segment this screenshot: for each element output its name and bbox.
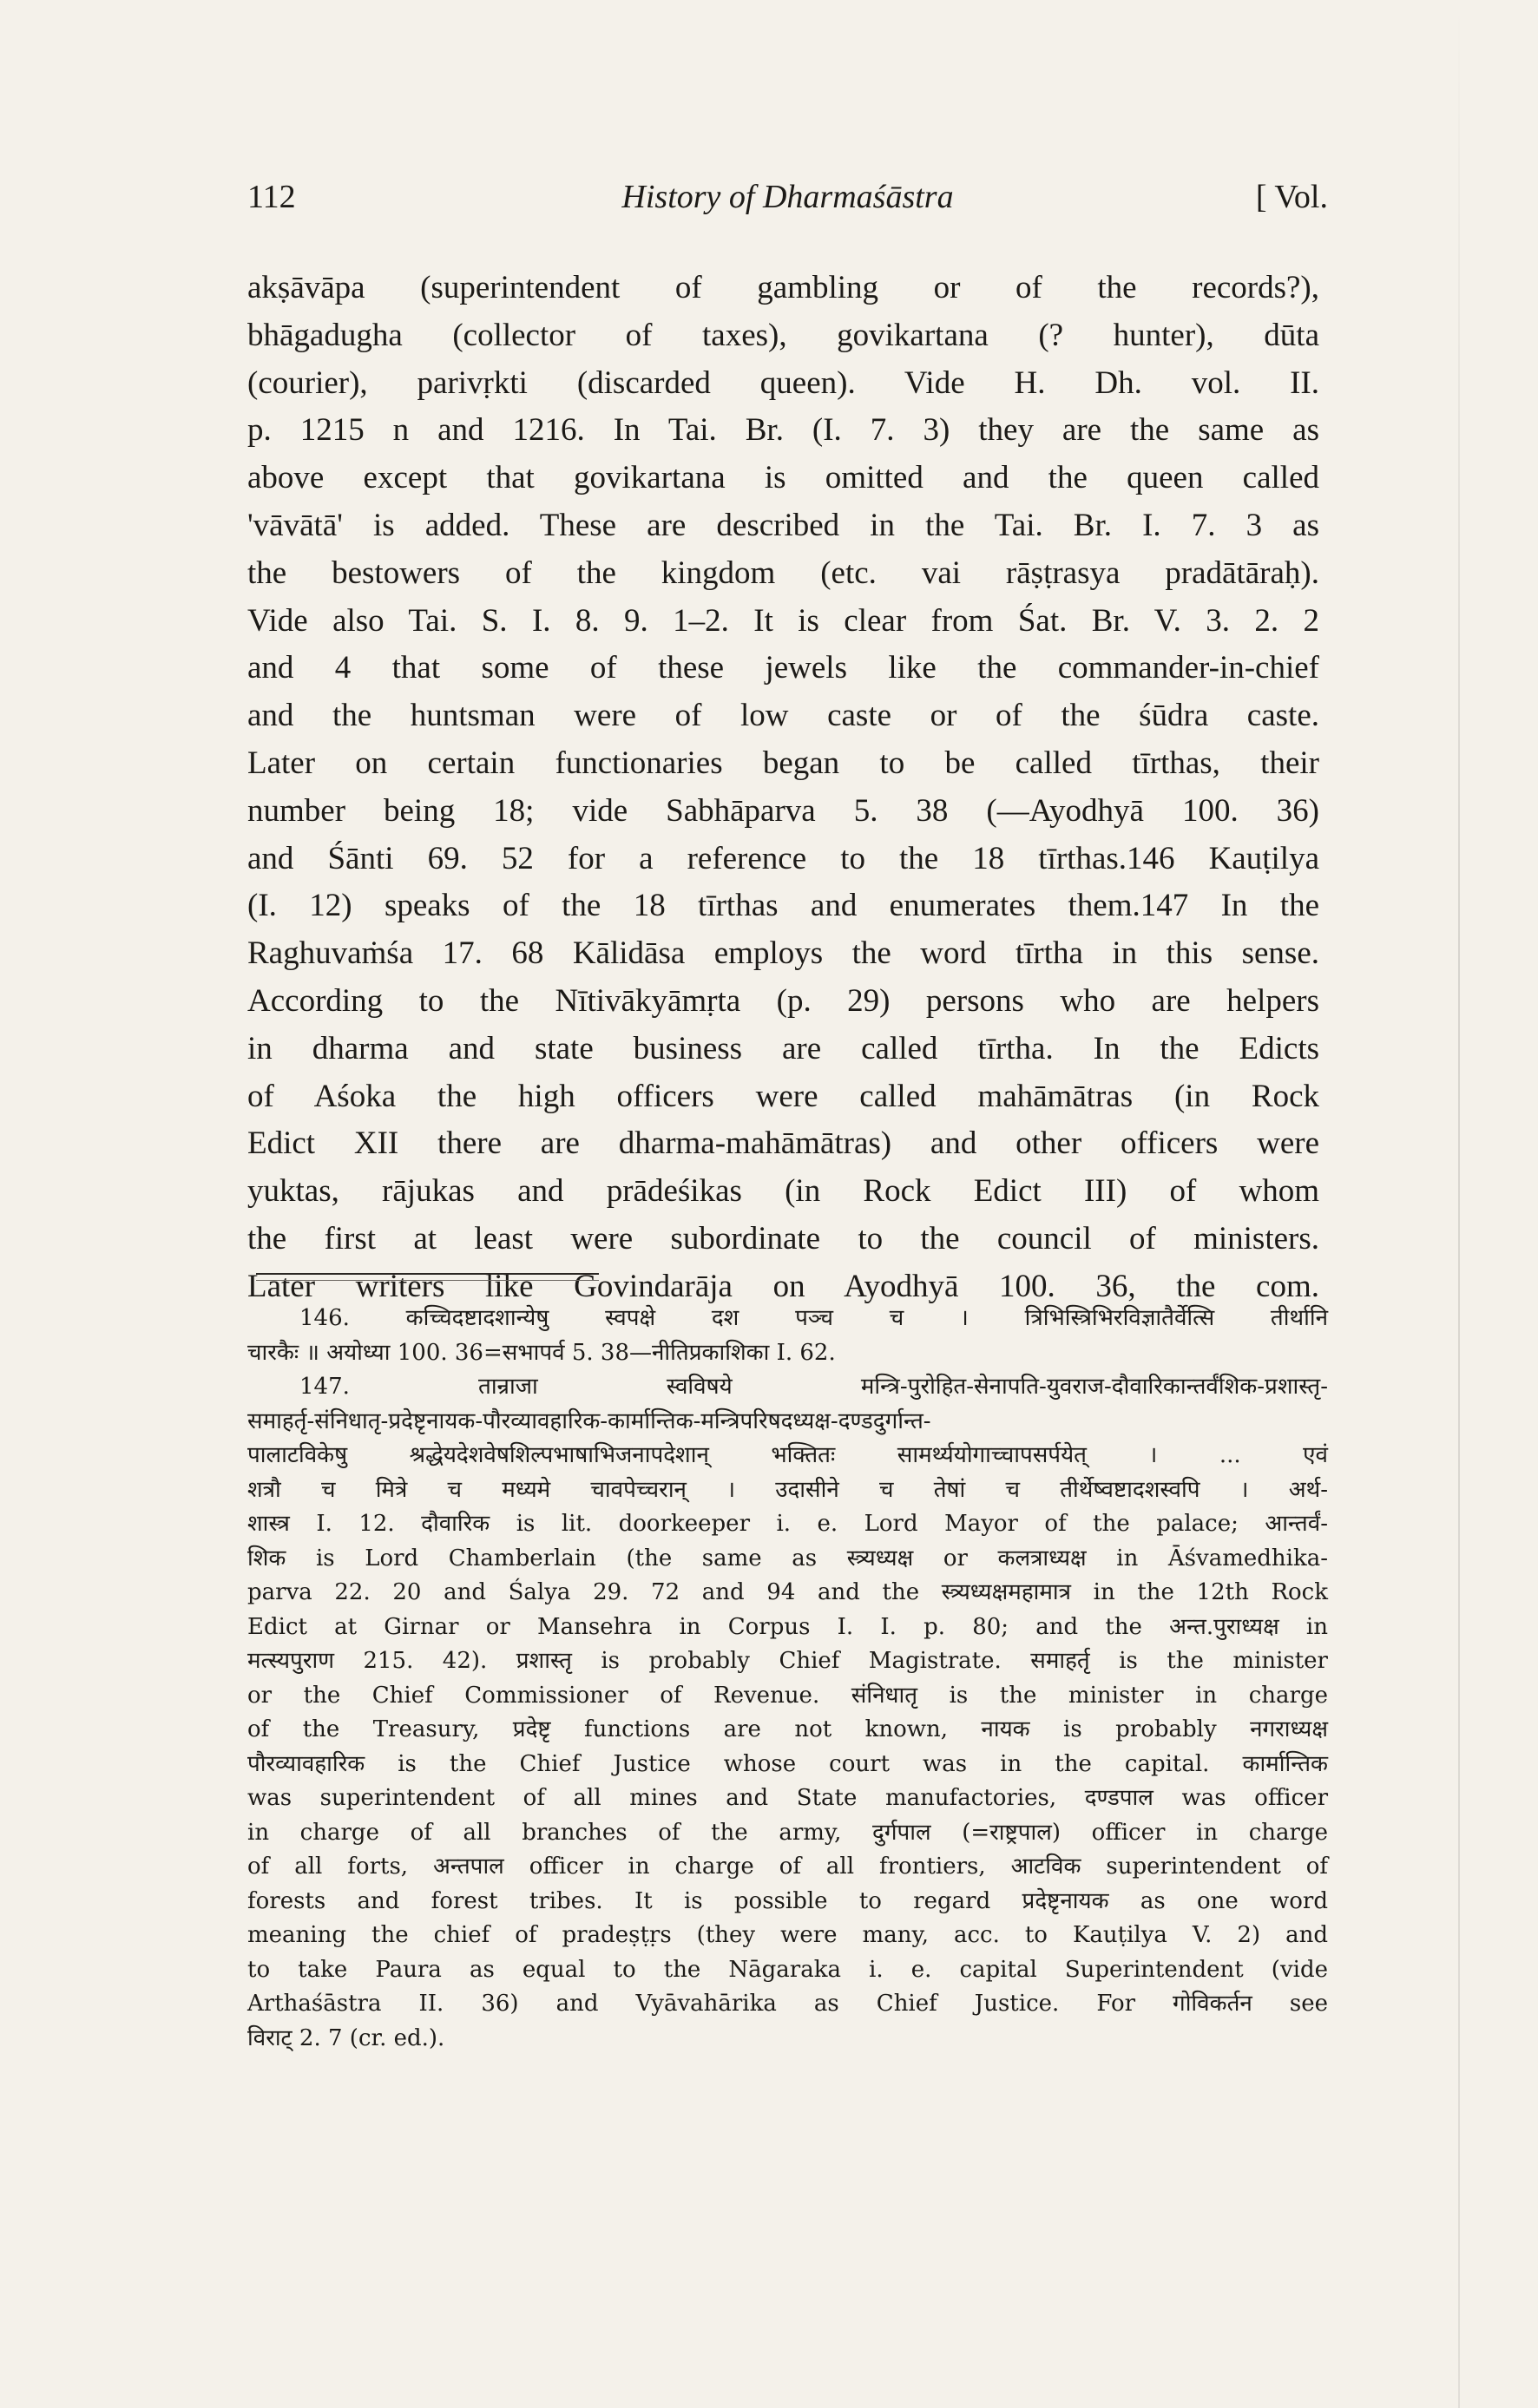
footnote-rule <box>256 1273 599 1281</box>
text-line: (courier), parivṛkti (discarded queen). Vide H. Dh. vol. II. <box>247 364 1319 401</box>
text-line: the bestowers of the kingdom (etc. vai rāṣṭrasya pradātāraḥ). <box>247 554 1319 591</box>
footnote-line: 147. तान्राजा स्वविषये मन्त्रि-पुरोहित-सेनापति-युवराज-दौवारिकान्तर्वंशिक-प्रशास्तृ- <box>299 1374 1328 1400</box>
footnote-line: शिक is Lord Chamberlain (the same as स्त्र्यध्यक्ष or कलत्राध्यक्ष in Āśvamedhika- <box>247 1545 1328 1571</box>
footnote-line: Arthaśāstra II. 36) and Vyāvahārika as Chief Justice. For गोविकर्तन see <box>247 1991 1328 2017</box>
footnote-line: meaning the chief of pradeṣṭṛs (they were many, acc. to Kauṭilya V. 2) and <box>247 1922 1328 1948</box>
text-line: in dharma and state business are called tīrtha. In the Edicts <box>247 1030 1319 1066</box>
footnote-line: शास्त्र I. 12. दौवारिक is lit. doorkeeper i. e. Lord Mayor of the palace; आन्तर्वं- <box>247 1511 1328 1537</box>
text-line: bhāgadugha (collector of taxes), govikartana (? hunter), dūta <box>247 317 1319 353</box>
text-line: Later on certain functionaries began to be called tīrthas, their <box>247 745 1319 781</box>
footnote-line: forests and forest tribes. It is possible to regard प्रदेष्टृनायक as one word <box>247 1887 1328 1914</box>
footnote-line: in charge of all branches of the army, दुर्गपाल (=राष्ट्रपाल) officer in charge <box>247 1819 1328 1846</box>
footnote-line: parva 22. 20 and Śalya 29. 72 and 94 and the स्त्र्यध्यक्षमहामात्र in the 12th Rock <box>247 1579 1328 1605</box>
footnote-line: विराट् 2. 7 (cr. ed.). <box>247 2024 445 2051</box>
footnote-line: Edict at Girnar or Mansehra in Corpus I. I. p. 80; and the अन्त.पुराध्यक्ष in <box>247 1613 1328 1640</box>
text-line: Vide also Tai. S. I. 8. 9. 1–2. It is clear from Śat. Br. V. 3. 2. 2 <box>247 602 1319 639</box>
footnote-line: or the Chief Commissioner of Revenue. संनिधातृ is the minister in charge <box>247 1682 1328 1709</box>
text-line: Later writers like Govindarāja on Ayodhyā 100. 36, the com. <box>247 1268 1319 1304</box>
text-line: of Aśoka the high officers were called mahāmātras (in Rock <box>247 1078 1319 1114</box>
text-line: (I. 12) speaks of the 18 tīrthas and enumerates them.147 In the <box>247 888 1319 924</box>
running-title: History of Dharmaśāstra <box>621 179 954 215</box>
footnote-line: पौरव्यावहारिक is the Chief Justice whose court was in the capital. कार्मान्तिक <box>247 1750 1328 1777</box>
running-header <box>247 178 1328 230</box>
footnote-line: चारकैः ॥ अयोध्या 100. 36=सभापर्व 5. 38—नीतिप्रकाशिका I. 62. <box>247 1339 836 1366</box>
footnotes <box>247 1302 1328 2056</box>
main-text <box>247 265 1319 1311</box>
footnote-line: समाहर्तृ-संनिधातृ-प्रदेष्टृनायक-पौरव्यावहारिक-कार्मान्तिक-मन्त्रिपरिषदध्यक्ष-दण्डदुर्गान्त- <box>247 1407 931 1434</box>
footnote-line: 146. कच्चिदष्टादशान्येषु स्वपक्षे दश पञ्च च । त्रिभिस्त्रिभिरविज्ञातैर्वेत्सि तीर्थानि <box>299 1305 1328 1331</box>
text-line: According to the Nītivākyāmṛta (p. 29) persons who are helpers <box>247 982 1319 1019</box>
text-line: Edict XII there are dharma-mahāmātras) and other officers were <box>247 1125 1319 1162</box>
text-line: number being 18; vide Sabhāparva 5. 38 (—Ayodhyā 100. 36) <box>247 792 1319 829</box>
footnote-line: पालाटविकेषु श्रद्धेयदेशवेषशिल्पभाषाभिजनापदेशान् भक्तितः सामर्थ्ययोगाच्चापसर्पयेत् । ... एवं <box>247 1442 1328 1468</box>
footnote-line: मत्स्यपुराण 215. 42). प्रशास्तृ is probably Chief Magistrate. समाहर्तृ is the minister <box>247 1648 1328 1674</box>
text-line: 'vāvātā' is added. These are described in the Tai. Br. I. 7. 3 as <box>247 507 1319 543</box>
volume-label: [ Vol. <box>1255 179 1328 215</box>
footnote-line: to take Paura as equal to the Nāgaraka i. e. capital Superintendent (vide <box>247 1956 1328 1983</box>
page-edge-mark <box>1458 0 1460 2408</box>
text-line: akṣāvāpa (superintendent of gambling or of the records?), <box>247 270 1319 305</box>
text-line: and Śānti 69. 52 for a reference to the 18 tīrthas.146 Kauṭilya <box>247 840 1319 876</box>
text-line: yuktas, rājukas and prādeśikas (in Rock Edict III) of whom <box>247 1173 1319 1210</box>
text-line: and 4 that some of these jewels like the commander-in-chief <box>247 650 1319 686</box>
text-line: p. 1215 n and 1216. In Tai. Br. (I. 7. 3) they are the same as <box>247 412 1319 449</box>
footnote-line: of all forts, अन्तपाल officer in charge of all frontiers, आटविक superintendent of <box>247 1854 1328 1880</box>
footnote-line: शत्रौ च मित्रे च मध्यमे चावपेच्चरान् । उदासीने च तेषां च तीर्थेष्वष्टादशस्वपि । अर्थ- <box>247 1476 1328 1503</box>
footnote-line: of the Treasury, प्रदेष्टृ functions are not known, नायक is probably नगराध्यक्ष <box>247 1716 1328 1742</box>
footnote-line: was superintendent of all mines and State manufactories, दण्डपाल was officer <box>247 1785 1328 1811</box>
text-line: the first at least were subordinate to the council of ministers. <box>247 1220 1319 1256</box>
page-number: 112 <box>247 179 296 215</box>
text-line: above except that govikartana is omitted and the queen called <box>247 460 1319 496</box>
text-line: Raghuvaṁśa 17. 68 Kālidāsa employs the word tīrtha in this sense. <box>247 935 1319 972</box>
text-line: and the huntsman were of low caste or of the śūdra caste. <box>247 698 1319 734</box>
